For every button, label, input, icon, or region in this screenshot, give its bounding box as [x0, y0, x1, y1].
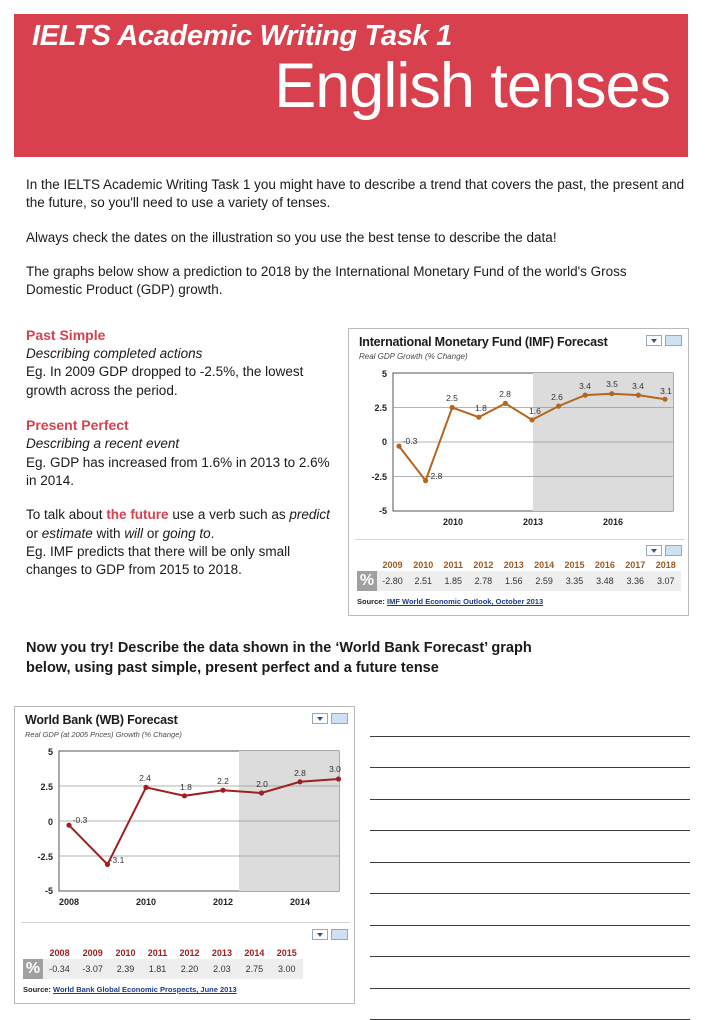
imf-chart-plot — [355, 363, 684, 533]
writing-line[interactable] — [370, 705, 690, 737]
imf-source-prefix: Source: — [357, 597, 387, 606]
banner-subtitle: IELTS Academic Writing Task 1 — [32, 20, 670, 53]
tense-block-past-simple — [26, 326, 336, 400]
intro-paragraph-2: Always check the dates on the illustration so you use the best tense to describe the data! — [26, 229, 686, 247]
table-cell-value: 2.75 — [238, 959, 270, 979]
tense-example: Eg. In 2009 GDP dropped to -2.5%, the lowest growth across the period. — [26, 363, 336, 400]
writing-line[interactable] — [370, 863, 690, 895]
wb-chart-svg — [21, 741, 350, 913]
svg-text:2010: 2010 — [443, 517, 463, 527]
wb-widget-subtitle: Real GDP (at 2005 Prices) Growth (% Change) — [25, 730, 182, 739]
svg-text:5: 5 — [48, 747, 53, 757]
table-cell-value: 2.59 — [529, 571, 559, 591]
table-cell-value: -0.34 — [43, 959, 76, 979]
svg-text:2012: 2012 — [213, 897, 233, 907]
table-cell-value: 2.20 — [173, 959, 205, 979]
svg-text:3.1: 3.1 — [660, 386, 672, 396]
table-header-year: 2011 — [438, 559, 468, 571]
tense-definition: Describing completed actions — [26, 345, 336, 363]
wb-chart-plot — [21, 741, 350, 913]
table-cell-value: 2.51 — [408, 571, 438, 591]
tense-heading: Present Perfect — [26, 416, 336, 435]
table-cell-value: 3.36 — [620, 571, 650, 591]
wb-forecast-widget — [14, 706, 355, 1004]
svg-text:2.5: 2.5 — [446, 393, 458, 403]
future-note-end: . — [211, 526, 215, 541]
table-cell-value: -3.07 — [76, 959, 109, 979]
writing-line[interactable] — [370, 926, 690, 958]
table-header-year: 2014 — [238, 947, 270, 959]
svg-text:2016: 2016 — [603, 517, 623, 527]
table-header-year: 2018 — [651, 559, 682, 571]
writing-line[interactable] — [370, 800, 690, 832]
table-header-year: 2010 — [109, 947, 141, 959]
svg-text:0: 0 — [382, 437, 387, 447]
svg-text:-2.5: -2.5 — [371, 472, 387, 482]
window-icon[interactable] — [331, 929, 348, 940]
percent-badge: % — [357, 571, 377, 591]
svg-text:2.8: 2.8 — [499, 389, 511, 399]
svg-text:0: 0 — [48, 817, 53, 827]
imf-widget-title: International Monetary Fund (IMF) Forecast — [359, 335, 608, 349]
writing-line[interactable] — [370, 894, 690, 926]
future-verb-2: estimate — [42, 526, 93, 541]
future-aux-2: going to — [163, 526, 211, 541]
tense-heading: Past Simple — [26, 326, 336, 345]
table-header-year: 2015 — [559, 559, 589, 571]
table-cell-value: 1.56 — [499, 571, 529, 591]
try-prompt — [26, 638, 686, 678]
imf-widget-controls[interactable] — [646, 335, 682, 346]
wb-divider — [21, 922, 350, 923]
table-header-year: 2008 — [43, 947, 76, 959]
tense-example: Eg. GDP has increased from 1.6% in 2013 to 2.6% in 2014. — [26, 454, 336, 491]
chevron-down-icon[interactable] — [646, 545, 662, 556]
wb-source-link[interactable]: World Bank Global Economic Prospects, June 2013 — [53, 985, 237, 994]
try-prompt-line-2: below, using past simple, present perfect and a future tense — [26, 658, 686, 678]
table-header-year: 2012 — [173, 947, 205, 959]
table-cell-value: 2.03 — [206, 959, 238, 979]
table-header-year: 2012 — [468, 559, 498, 571]
future-note-or: or — [26, 526, 42, 541]
table-header-year: 2011 — [142, 947, 174, 959]
table-row-years — [23, 947, 303, 959]
table-cell-value: 1.85 — [438, 571, 468, 591]
intro-paragraph-3: The graphs below show a prediction to 2018 by the International Monetary Fund of the world's Gross Domestic Product (GDP) growth. — [26, 263, 686, 300]
table-cell-value: 3.35 — [559, 571, 589, 591]
future-note — [26, 506, 336, 543]
imf-divider — [355, 539, 684, 540]
svg-text:-0.3: -0.3 — [73, 815, 88, 825]
svg-text:2.0: 2.0 — [256, 779, 268, 789]
table-cell-value: 3.48 — [590, 571, 620, 591]
wb-table-controls[interactable] — [312, 929, 348, 940]
chevron-down-icon[interactable] — [312, 929, 328, 940]
table-header-year: 2009 — [377, 559, 408, 571]
table-header-year: 2017 — [620, 559, 650, 571]
svg-text:-2.5: -2.5 — [37, 852, 53, 862]
table-cell-value: 3.07 — [651, 571, 682, 591]
intro-text — [26, 176, 686, 316]
table-header-year: 2016 — [590, 559, 620, 571]
svg-text:-5: -5 — [379, 506, 387, 516]
intro-paragraph-1: In the IELTS Academic Writing Task 1 you might have to describe a trend that covers the past, the present and the future, so you'll need to use a variety of tenses. — [26, 176, 686, 213]
imf-source-link[interactable]: IMF World Economic Outlook, October 2013 — [387, 597, 543, 606]
svg-text:3.0: 3.0 — [329, 764, 341, 774]
tense-block-present-perfect — [26, 416, 336, 490]
window-icon[interactable] — [665, 335, 682, 346]
svg-text:2013: 2013 — [523, 517, 543, 527]
table-header-year: 2009 — [76, 947, 109, 959]
svg-text:1.6: 1.6 — [529, 406, 541, 416]
table-cell-value: 1.81 — [142, 959, 174, 979]
svg-text:3.5: 3.5 — [606, 379, 618, 389]
writing-line[interactable] — [370, 737, 690, 769]
svg-text:1.8: 1.8 — [180, 782, 192, 792]
tense-explanations — [26, 326, 336, 580]
svg-text:-3.1: -3.1 — [110, 855, 125, 865]
table-header-year: 2010 — [408, 559, 438, 571]
writing-lines-area[interactable] — [370, 705, 690, 1020]
table-row-years — [357, 559, 681, 571]
future-note-or-2: or — [143, 526, 163, 541]
svg-text:-5: -5 — [45, 886, 53, 896]
svg-text:1.8: 1.8 — [475, 403, 487, 413]
table-cell-value: -2.80 — [377, 571, 408, 591]
imf-source — [357, 597, 543, 606]
table-cell-value: 3.00 — [271, 959, 303, 979]
wb-data-table — [23, 947, 303, 979]
svg-text:2.2: 2.2 — [217, 776, 229, 786]
svg-text:3.4: 3.4 — [632, 381, 644, 391]
imf-forecast-widget — [348, 328, 689, 616]
svg-text:2.8: 2.8 — [294, 768, 306, 778]
svg-text:2.6: 2.6 — [551, 392, 563, 402]
try-prompt-line-1: Now you try! Describe the data shown in the ‘World Bank Forecast’ graph — [26, 638, 686, 658]
table-header-year: 2013 — [499, 559, 529, 571]
wb-source-prefix: Source: — [23, 985, 53, 994]
future-note-mid: use a verb such as — [169, 507, 290, 522]
table-row-values — [357, 571, 681, 591]
svg-text:2.5: 2.5 — [374, 403, 387, 413]
table-header-year: 2013 — [206, 947, 238, 959]
table-cell-value: 2.78 — [468, 571, 498, 591]
window-icon[interactable] — [331, 713, 348, 724]
svg-text:-2.8: -2.8 — [428, 471, 443, 481]
future-aux-1: will — [124, 526, 143, 541]
wb-source — [23, 985, 237, 994]
window-icon[interactable] — [665, 545, 682, 556]
future-verb-1: predict — [289, 507, 330, 522]
wb-widget-controls[interactable] — [312, 713, 348, 724]
writing-line[interactable] — [370, 768, 690, 800]
tense-block-future — [26, 506, 336, 579]
svg-text:3.4: 3.4 — [579, 381, 591, 391]
future-note-emphasis: the future — [106, 507, 168, 522]
future-note-with: with — [93, 526, 125, 541]
percent-badge: % — [23, 959, 43, 979]
future-example: Eg. IMF predicts that there will be only small changes to GDP from 2015 to 2018. — [26, 543, 336, 580]
writing-line[interactable] — [370, 989, 690, 1020]
svg-text:2.4: 2.4 — [139, 773, 151, 783]
table-cell-value: 2.39 — [109, 959, 141, 979]
imf-widget-subtitle: Real GDP Growth (% Change) — [359, 352, 468, 361]
imf-table-controls[interactable] — [646, 545, 682, 556]
tense-definition: Describing a recent event — [26, 435, 336, 453]
imf-chart-svg — [355, 363, 684, 533]
svg-text:2.5: 2.5 — [40, 782, 53, 792]
svg-text:5: 5 — [382, 369, 387, 379]
table-row-values — [23, 959, 303, 979]
writing-line[interactable] — [370, 957, 690, 989]
chevron-down-icon[interactable] — [646, 335, 662, 346]
table-header-year: 2014 — [529, 559, 559, 571]
svg-text:2008: 2008 — [59, 897, 79, 907]
imf-data-table — [357, 559, 681, 591]
svg-text:2010: 2010 — [136, 897, 156, 907]
future-note-lead: To talk about — [26, 507, 106, 522]
wb-widget-title: World Bank (WB) Forecast — [25, 713, 178, 727]
chevron-down-icon[interactable] — [312, 713, 328, 724]
svg-text:2014: 2014 — [290, 897, 310, 907]
svg-text:-0.3: -0.3 — [403, 436, 418, 446]
page-title: English tenses — [32, 55, 670, 118]
header-banner — [14, 14, 688, 157]
table-header-year: 2015 — [271, 947, 303, 959]
writing-line[interactable] — [370, 831, 690, 863]
